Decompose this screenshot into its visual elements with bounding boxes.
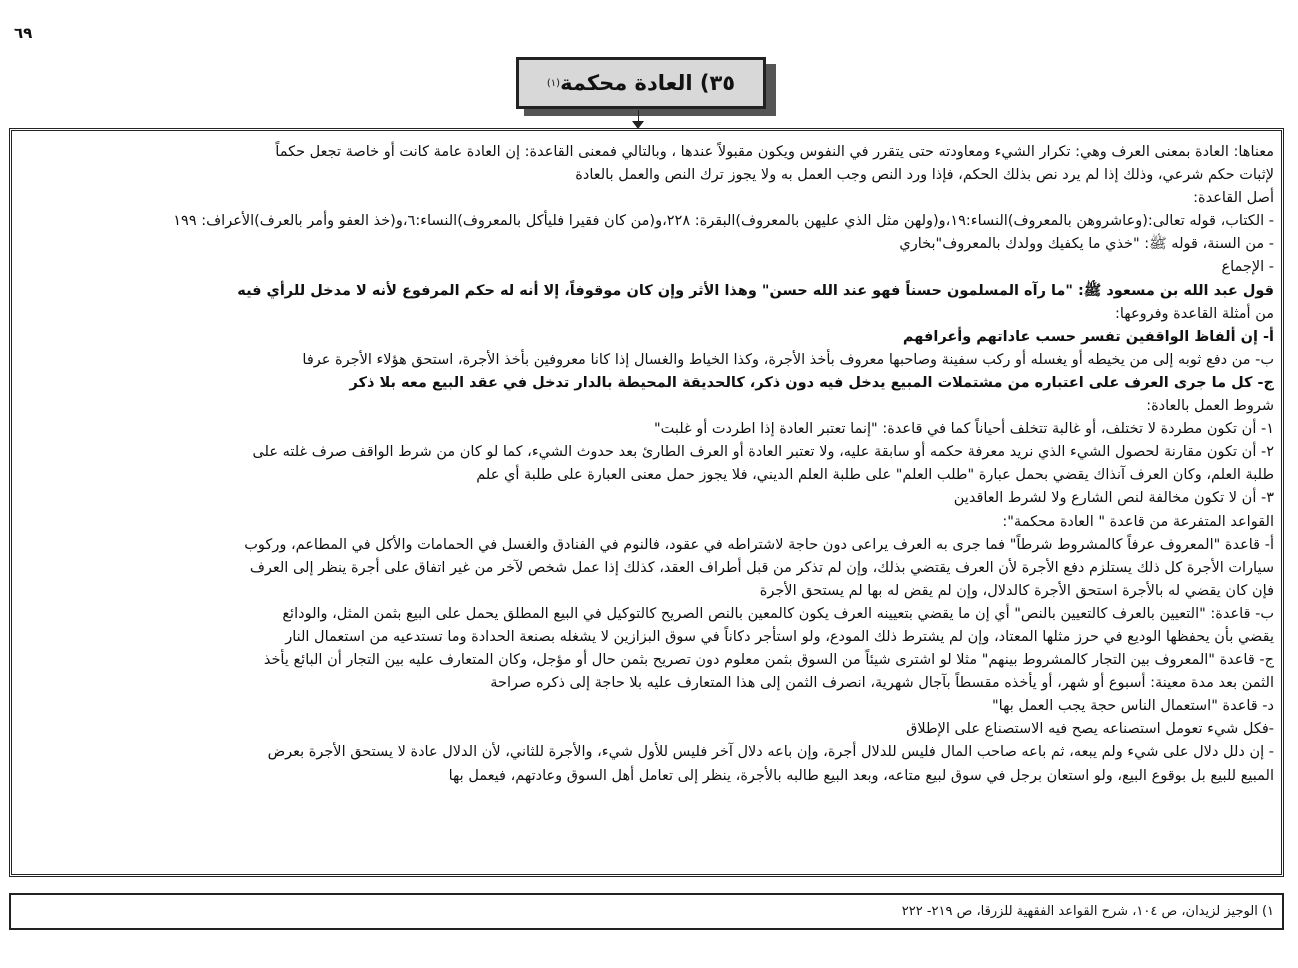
section-heading: من أمثلة القاعدة وفروعها:	[1114, 305, 1274, 322]
footnote-box	[9, 893, 1284, 930]
text-line: طلبة العلم، وكان العرف آنذاك يقضي بحمل عبارة "طلب العلم" على طلبة العلم الديني، فلا يجوز حمل معنى العبارة على طلبة أي علم	[476, 467, 1274, 484]
section-heading: شروط العمل بالعادة:	[1146, 398, 1274, 415]
text-line: لإثبات حكم شرعي، وذلك إذا لم يرد نص بذلك الحكم، فإذا ورد النص وجب العمل به ولا يجوز ترك النص والعمل بالعادة	[575, 167, 1274, 184]
rule-title-box	[516, 57, 766, 109]
text-line: معناها: العادة بمعنى العرف وهي: تكرار الشيء ومعاودته حتى يتقرر في النفوس ويكون مقبولاً عندها ، وبالتالي فمعنى القاعدة: إن العادة عامة كانت أو خاصة تجعل حكماً	[275, 144, 1274, 160]
footnote-text: ١) الوجيز لزيدان، ص ١٠٤، شرح القواعد الفقهية للزرقا، ص ٢١٩- ٢٢٢	[901, 904, 1274, 919]
section-heading: أصل القاعدة:	[1193, 190, 1274, 207]
rule-title: ٣٥) العادة محكمة	[560, 71, 736, 95]
text-line: ٢- أن تكون مقارنة لحصول الشيء الذي نريد معرفة حكمه أو سابقة عليه، ولا تعتبر العادة أو العرف الطارئ بعد حدوث الشيء، كما لو كان من شرط الواقف صرف غلته على	[252, 444, 1274, 461]
main-content	[12, 141, 1274, 788]
text-line: - من السنة، قوله ﷺ: "خذي ما يكفيك وولدك بالمعروف"بخاري	[899, 236, 1274, 253]
text-line: ج- قاعدة "المعروف بين التجار كالمشروط بينهم" مثلا لو اشترى شيئاً من السوق بثمن معلوم دون تصريح بثمن حال أو مؤجل، وكان المتعارف عليه بين التجار أن البائع يأخذ	[263, 652, 1274, 669]
text-line: - الإجماع	[1221, 259, 1274, 276]
text-line: ب- من دفع ثوبه إلى من يخيطه أو يغسله أو ركب سفينة وصاحبها معروف بأخذ الأجرة، وكذا الخياط والغسال إذا كانا معروفين بأخذ الأجرة، استحق هؤلاء الأجرة عرفا	[302, 351, 1274, 368]
text-line: المبيع للبيع بل بوقوع البيع، ولو استعان برجل في سوق لبيع متاعه، وبعد البيع طالبه بالأجرة، ينظر إلى تعامل أهل السوق وعادتهم، فيعمل بها	[448, 767, 1274, 784]
text-line: - الكتاب، قوله تعالى:(وعاشروهن بالمعروف)النساء:١٩،و(ولهن مثل الذي عليهن بالمعروف)البقرة: ٢٢٨،و(من كان فقيرا فليأكل بالمعروف)النساء:٦،و(خذ العفو وأمر بالعرف)الأعراف: ١٩٩	[173, 213, 1274, 230]
text-line: الثمن بعد مدة معينة: أسبوع أو شهر، أو يأخذه مقسطاً بآجال شهرية، انصرف الثمن إلى هذا المتعارف عليه بلا حاجة إلى ذكره صراحة	[490, 675, 1274, 692]
text-line: ١- أن تكون مطردة لا تختلف، أو غالبة تتخلف أحياناً كما في قاعدة: "إنما تعتبر العادة إذا اطردت أو غلبت"	[653, 421, 1274, 438]
text-line: ج- كل ما جرى العرف على اعتباره من مشتملات المبيع يدخل فيه دون ذكر، كالحديقة المحيطة بالدار تدخل في عقد البيع معه بلا ذكر	[349, 374, 1274, 391]
text-line: - إن دلل دلال على شيء ولم يبعه، ثم باعه صاحب المال فليس للدلال أجرة، وإن باعه دلال آخر فليس للأول شيء، والأجرة للثاني، لأن الدلال عادة لا يستحق الأجرة بعرض	[267, 744, 1274, 761]
text-line: أ- إن ألفاظ الواقفين تفسر حسب عاداتهم وأعرافهم	[902, 328, 1274, 345]
text-line: -فكل شيء تعومل استصناعه يصح فيه الاستصناع على الإطلاق	[906, 721, 1274, 738]
text-line: يقضي بأن يحفظها الوديع في حرز مثلها المعتاد، وإن لم يشترط ذلك المودع، ولو استأجر دكاناً في سوق البزازين لا يشغله بصنعة الحدادة وما تستدعيه من استعمال النار	[285, 628, 1274, 645]
text-line: ٣- أن لا تكون مخالفة لنص الشارع ولا لشرط العاقدين	[953, 490, 1274, 507]
text-line: قول عبد الله بن مسعود ﷺ: "ما رآه المسلمون حسناً فهو عند الله حسن" وهذا الأثر وإن كان موقوفاً، إلا أنه له حكم المرفوع لأنه لا مدخل للرأي فيه	[237, 282, 1274, 299]
section-heading: القواعد المتفرعة من قاعدة " العادة محكمة":	[1002, 513, 1274, 530]
text-line: أ- قاعدة "المعروف عرفاً كالمشروط شرطاً" فما جرى به العرف يراعى دون حاجة لاشتراطه في عقود، فالنوم في الفنادق والغسل في الحمامات والأكل في المطاعم، وركوب	[244, 536, 1274, 553]
text-line: فإن كان يقضي له بالأجرة استحق الأجرة كالدلال، وإن لم يقض له بها لم يستحق الأجرة	[759, 582, 1274, 599]
page-number: ٦٩	[14, 24, 33, 42]
text-line: د- قاعدة "استعمال الناس حجة يجب العمل بها"	[992, 698, 1274, 715]
title-footnote-ref: (١)	[546, 77, 561, 89]
text-line: ب- قاعدة: "التعيين بالعرف كالتعيين بالنص" أي إن ما يقضي بتعيينه العرف يكون كالمعين بالنص الصريح كالتوكيل في البيع المطلق يحمل على البيع بثمن المثل، والودائع	[282, 605, 1274, 622]
text-line: سيارات الأجرة كل ذلك يستلزم دفع الأجرة لأن العرف يقتضي بذلك، وإن لم تذكر من قبل أطراف العقد، كذلك إذا عمل شخص لآخر من غير اتفاق على أجرة ينظر إلى العرف	[249, 559, 1274, 576]
